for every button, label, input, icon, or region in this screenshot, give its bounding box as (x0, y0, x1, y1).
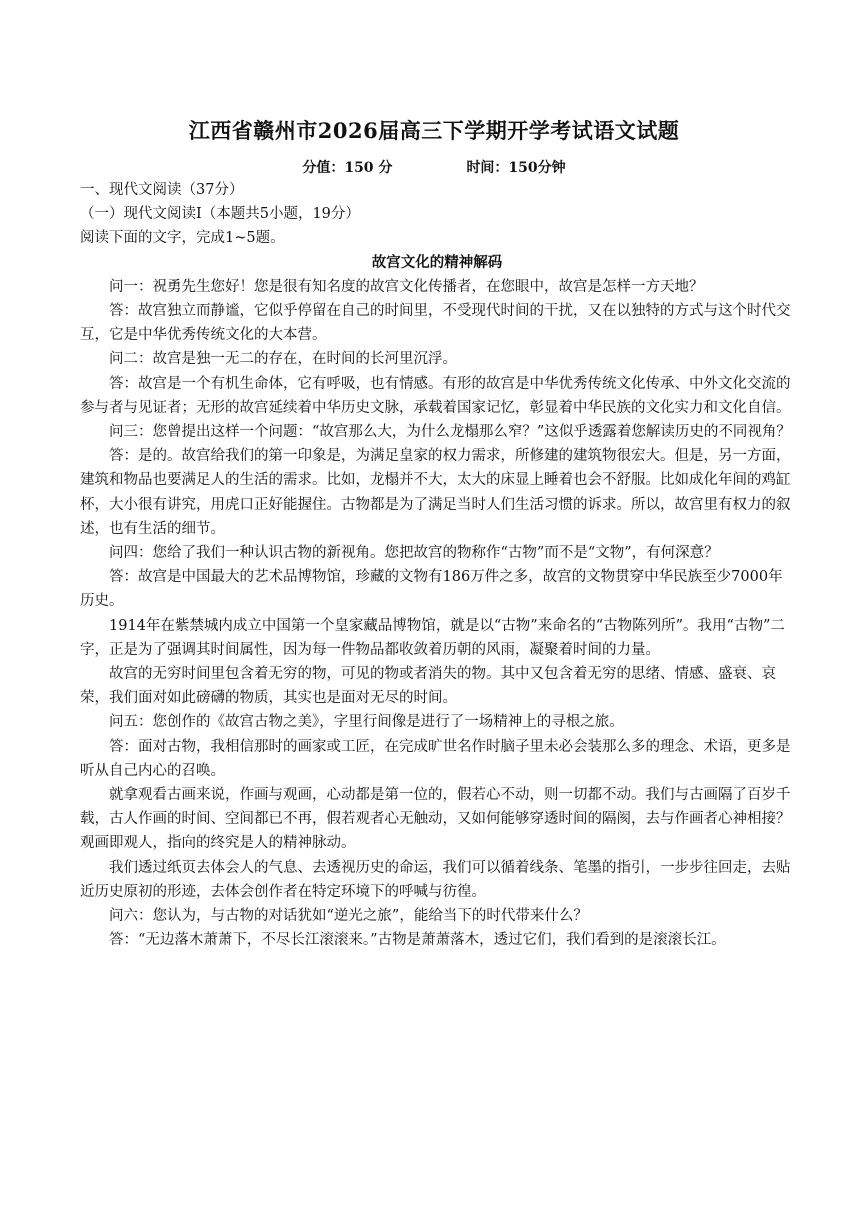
paragraph: 问四：您给了我们一种认识古物的新视角。您把故宫的物称作“古物”而不是“文物”，有何深意？ (109, 545, 719, 562)
paragraph: 答：“无边落木萧萧下，不尽长江滚滚来。”古物是萧萧落木，透过它们，我们看到的是滚滚长江。 (109, 932, 726, 949)
paragraph: 答：面对古物，我相信那时的画家或工匠，在完成旷世名作时脑子里未必会装那么多的理念、术语，更多是听从自己内心的召唤。 (80, 738, 791, 779)
paragraph: 问二：故宫是独一无二的存在，在时间的长河里沉浮。 (109, 351, 457, 368)
article-title: 故宫文化的精神解码 (371, 253, 503, 271)
exam-title: 江西省赣州市2026届高三下学期开学考试语文试题 (188, 118, 680, 143)
paragraph: 答：故宫是一个有机生命体，它有呼吸，也有情感。有形的故宫是中华优秀传统文化传承、中外文化交流的参与者与见证者；无形的故宫延续着中华历史文脉，承载着国家记忆，彰显着中华民族的文化实力和文化自信。 (80, 375, 791, 416)
time-info: 时间：150分钟 (466, 160, 566, 176)
paragraph: 问三：您曾提出这样一个问题：“故宫那么大，为什么龙榻那么窄？”这似乎透露着您解读历史的不同视角？ (109, 424, 791, 441)
paragraph: 我们透过纸页去体会人的气息、去透视历史的命运，我们可以循着线条、笔墨的指引，一步步往回走，去贴近历史原初的形迹，去体会创作者在特定环境下的呼喊与彷徨。 (80, 859, 791, 900)
paragraph: 答：故宫独立而静谧，它似乎停留在自己的时间里，不受现代时间的干扰，又在以独特的方式与这个时代交互，它是中华优秀传统文化的大本营。 (80, 303, 791, 344)
section-heading: 一、现代文阅读（37分） (80, 182, 244, 198)
paragraph: 答：故宫是中国最大的艺术品博物馆，珍藏的文物有186万件之多，故宫的文物贯穿中华民族至少7000年历史。 (80, 569, 783, 610)
paragraph: 故宫的无穷时间里包含着无穷的物，可见的物或者消失的物。其中又包含着无穷的思绪、情感、盛衰、哀荣，我们面对如此磅礴的物质，其实也是面对无尽的时间。 (80, 666, 776, 707)
paragraph: 答：是的。故宫给我们的第一印象是，为满足皇家的权力需求，所修建的建筑物很宏大。但是，另一方面，建筑和物品也要满足人的生活的需求。比如，龙榻并不大，太大的床显上睡着也会不舒服。比如成化年间的鸡缸杯，大小很有讲究，用虎口正好能握住。古物都是为了满足当时人们生活习惯的诉求。所以，故宫里有权力的叙述，也有生活的细节。 (80, 448, 791, 537)
score-info: 分值：150 分 (302, 160, 393, 176)
paragraph: 就拿观看古画来说，作画与观画，心动都是第一位的，假若心不动，则一切都不动。我们与古画隔了百岁千载，古人作画的时间、空间都已不再，假若观者心无触动，又如何能够穿透时间的隔阂，去与作画者心神相接？观画即观人，指向的终究是人的精神脉动。 (80, 787, 791, 852)
paragraph: 1914年在紫禁城内成立中国第一个皇家藏品博物馆，就是以“古物”来命名的“古物陈列所”。我用“古物”二字，正是为了强调其时间属性，因为每一件物品都收敛着历朝的风雨，凝聚着时间的力量。 (80, 617, 785, 658)
paragraph: 问五：您创作的《故宫古物之美》，字里行间像是进行了一场精神上的寻根之旅。 (109, 714, 624, 731)
paragraph: 问一：祝勇先生您好！您是很有知名度的故宫文化传播者，在您眼中，故宫是怎样一方天地？ (109, 278, 704, 295)
exam-content (80, 178, 794, 953)
reading-instruction: 阅读下面的文字，完成1~5题。 (80, 230, 285, 247)
exam-meta (0, 157, 868, 177)
paragraph: 问六：您认为，与古物的对话犹如“逆光之旅”，能给当下的时代带来什么？ (109, 908, 588, 925)
subsection-heading: （一）现代文阅读Ⅰ（本题共5小题，19分） (80, 206, 360, 223)
